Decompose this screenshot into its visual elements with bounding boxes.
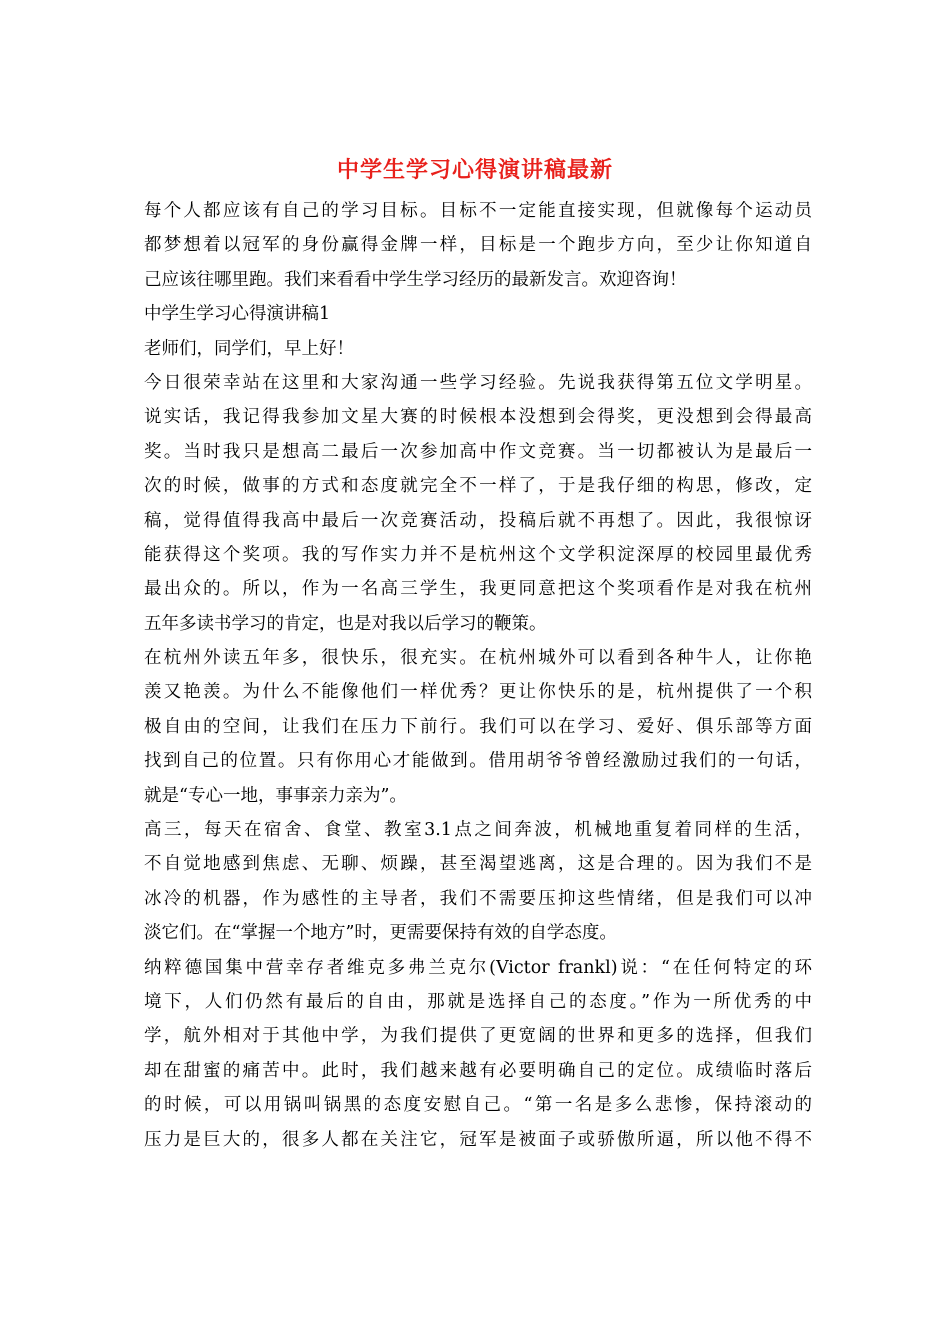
text-line: 最出众的。所以，作为一名高三学生，我更同意把这个奖项看作是对我在杭州 [144, 579, 812, 600]
text-line: 己应该往哪里跑。我们来看看中学生学习经历的最新发言。欢迎咨询！ [144, 269, 687, 290]
document-body [144, 194, 812, 1157]
text-line: 五年多读书学习的肯定，也是对我以后学习的鞭策。 [144, 613, 547, 634]
text-line: 中学生学习心得演讲稿1 [144, 304, 331, 325]
text-line: 奖。当时我只是想高二最后一次参加高中作文竞赛。当一切都被认为是最后一 [144, 441, 812, 462]
text-line: 却在甜蜜的痛苦中。此时，我们越来越有必要明确自己的定位。成绩临时落后 [144, 1060, 812, 1081]
text-line: 学，航外相对于其他中学，为我们提供了更宽阔的世界和更多的选择，但我们 [144, 1026, 812, 1047]
text-line: 都梦想着以冠军的身份赢得金牌一样，目标是一个跑步方向，至少让你知道自 [144, 235, 812, 256]
text-line: 境下，人们仍然有最后的自由，那就是选择自己的态度。”作为一所优秀的中 [144, 991, 812, 1012]
text-line: 极自由的空间，让我们在压力下前行。我们可以在学习、爱好、俱乐部等方面 [144, 716, 812, 737]
text-line: 羡又艳羡。为什么不能像他们一样优秀？更让你快乐的是，杭州提供了一个积 [144, 682, 812, 703]
text-line: 就是“专心一地，事事亲力亲为”。 [144, 785, 407, 806]
text-line: 老师们，同学们，早上好！ [144, 338, 354, 359]
text-line: 今日很荣幸站在这里和大家沟通一些学习经验。先说我获得第五位文学明星。 [144, 372, 812, 393]
text-line: 不自觉地感到焦虑、无聊、烦躁，甚至渴望逃离，这是合理的。因为我们不是 [144, 854, 812, 875]
text-line: 说实话，我记得我参加文星大赛的时候根本没想到会得奖，更没想到会得最高 [144, 407, 812, 428]
text-line: 稿，觉得值得我高中最后一次竞赛活动，投稿后就不再想了。因此，我很惊讶 [144, 510, 812, 531]
document-title: 中学生学习心得演讲稿最新 [336, 157, 613, 183]
text-line: 找到自己的位置。只有你用心才能做到。借用胡爷爷曾经激励过我们的一句话， [144, 751, 812, 772]
text-line: 能获得这个奖项。我的写作实力并不是杭州这个文学积淀深厚的校园里最优秀 [144, 544, 812, 565]
text-line: 在杭州外读五年多，很快乐，很充实。在杭州城外可以看到各种牛人，让你艳 [144, 648, 812, 669]
text-line: 高三，每天在宿舍、食堂、教室3.1点之间奔波，机械地重复着同样的生活， [144, 820, 812, 841]
text-line: 纳粹德国集中营幸存者维克多弗兰克尔(Victor frankl)说：“在任何特定的环 [144, 957, 812, 978]
text-line: 每个人都应该有自己的学习目标。目标不一定能直接实现，但就像每个运动员 [144, 201, 812, 221]
text-line: 的时候，可以用锅叫锅黑的态度安慰自己。“第一名是多么悲惨，保持滚动的 [144, 1095, 812, 1116]
text-line: 压力是巨大的，很多人都在关注它，冠军是被面子或骄傲所逼，所以他不得不 [144, 1129, 812, 1150]
text-line: 次的时候，做事的方式和态度就完全不一样了，于是我仔细的构思，修改，定 [144, 476, 812, 497]
text-line: 冰冷的机器，作为感性的主导者，我们不需要压抑这些情绪，但是我们可以冲 [144, 888, 812, 909]
text-line: 淡它们。在“掌握一个地方”时，更需要保持有效的自学态度。 [144, 923, 617, 944]
